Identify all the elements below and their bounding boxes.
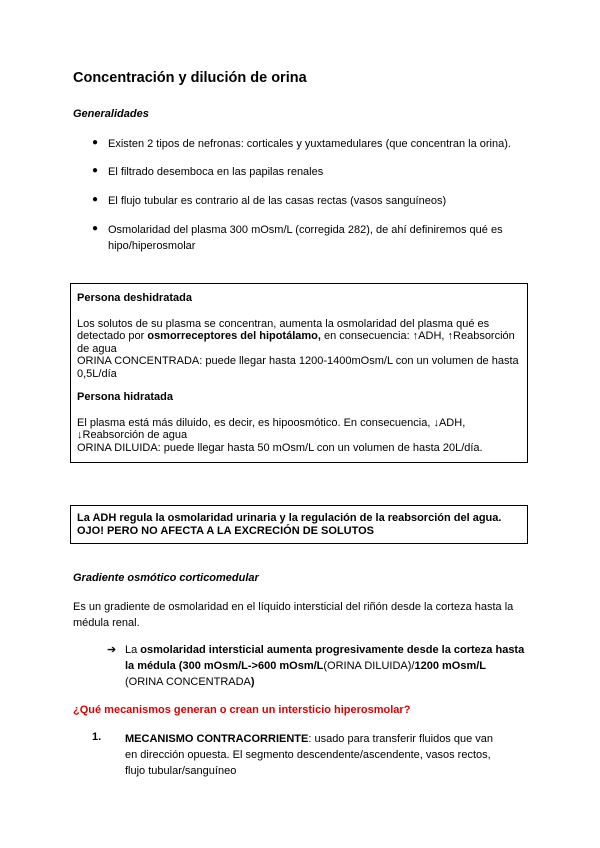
list-item: El flujo tubular es contrario al de las casas rectas (vasos sanguíneos)	[108, 195, 447, 207]
arrow-item	[125, 642, 525, 690]
list-item: Existen 2 tipos de nefronas: corticales y yuxtamedulares (que concentran la orina).	[108, 138, 511, 150]
box-paragraph: ORINA CONCENTRADA: puede llegar hasta 1200-1400mOsm/L con un volumen de hasta 0,5L/día	[77, 355, 519, 380]
section-heading: Gradiente osmótico corticomedular	[73, 572, 259, 584]
text-bold: osmorreceptores del hipotálamo,	[147, 330, 321, 342]
list-number: 1.	[92, 731, 102, 743]
text: La	[125, 644, 141, 656]
note-line: La ADH regula la osmolaridad urinaria y la regulación de la reabsorción del agua.	[77, 512, 502, 524]
text-bold: 1200 mOsm/L	[414, 660, 487, 672]
text: en consecuencia: ↑ADH, ↑Reabsorción de agua	[77, 330, 515, 355]
arrow-icon: ➔	[107, 644, 117, 656]
bullet-icon: ●	[92, 137, 99, 148]
section-heading: Generalidades	[73, 108, 149, 120]
text-bold: osmolaridad intersticial aumenta progresivamente desde la corteza hasta la médula (300 mOsm/L->600 mOsm/L	[125, 644, 525, 672]
hydration-box	[70, 283, 528, 463]
text: : usado para transferir fluidos que van en dirección opuesta. El segmento descendente/ascendente, vasos rectos, flujo tubular/sanguíneo	[125, 733, 494, 777]
box-paragraph	[77, 318, 521, 356]
list-item: El filtrado desemboca en las papilas renales	[108, 166, 324, 178]
box-paragraph: El plasma está más diluido, es decir, es hipoosmótico. En consecuencia, ↓ADH, ↓Reabsorción de agua	[77, 416, 466, 441]
bullet-icon: ●	[92, 194, 99, 205]
list-item: Osmolaridad del plasma 300 mOsm/L (corregida 282), de ahí definiremos qué es hipo/hiperosmolar	[108, 224, 503, 252]
box-heading: Persona deshidratada	[77, 292, 192, 304]
paragraph: Es un gradiente de osmolaridad en el líquido intersticial del riñón desde la corteza hasta la médula renal.	[73, 601, 514, 629]
box-heading: Persona hidratada	[77, 391, 173, 403]
text-bold: MECANISMO CONTRACORRIENTE	[125, 733, 309, 745]
bullet-icon: ●	[92, 223, 99, 234]
text: (ORINA DILUIDA)/	[323, 660, 415, 672]
bullet-icon: ●	[92, 165, 99, 176]
adh-note-box	[70, 505, 528, 544]
text-bold: )	[250, 676, 255, 688]
note-line: OJO! PERO NO AFECTA A LA EXCRECIÓN DE SOLUTOS	[77, 524, 375, 537]
question-heading: ¿Qué mecanismos generan o crean un intersticio hiperosmolar?	[73, 704, 411, 716]
numbered-item	[125, 731, 505, 779]
box-paragraph: ORINA DILUIDA: puede llegar hasta 50 mOsm/L con un volumen de hasta 20L/día.	[77, 441, 483, 454]
text: Los solutos de su plasma se concentran, aumenta la osmolaridad del plasma qué es detectado por	[77, 317, 490, 342]
page-title: Concentración y dilución de orina	[73, 70, 307, 86]
text: (ORINA CONCENTRADA	[125, 676, 251, 688]
